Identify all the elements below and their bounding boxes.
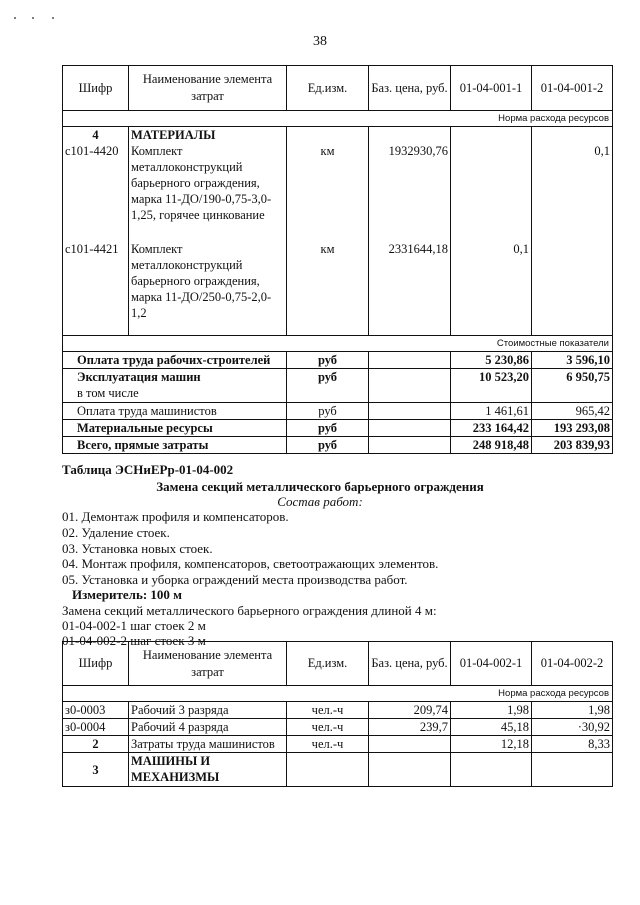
cost-v2: 6 950,75 (532, 368, 613, 402)
cost-row (63, 351, 613, 368)
section-title: МАТЕРИАЛЫ (129, 127, 287, 144)
machines-row (63, 753, 613, 787)
labor-code: з0-0004 (63, 719, 129, 736)
header-name: Наименование элемента затрат (129, 66, 287, 111)
section-row (63, 127, 613, 144)
machines-code: 3 (63, 753, 129, 787)
cost-v1: 233 164,42 (451, 419, 532, 436)
labor-unit: чел.-ч (287, 719, 369, 736)
header-base-price: Баз. цена, руб. (369, 642, 451, 686)
machinist-name: Затраты труда машинистов (129, 736, 287, 753)
meter: Измеритель: 100 м (72, 587, 183, 602)
table-header-row (63, 66, 613, 111)
header-col2: 01-04-001-2 (532, 66, 613, 111)
header-base-price: Баз. цена, руб. (369, 66, 451, 111)
table2-caption: Таблица ЭСНиЕРр-01-04-002 (62, 462, 234, 477)
labor-price: 239,7 (369, 719, 451, 736)
material-name: Комплект металлоконструкций барьерного ограждения, марка 11-ДО/250-0,75-2,0- 1,2 (129, 241, 287, 335)
cost-v2: 965,42 (532, 402, 613, 419)
labor-v2: 1,98 (532, 702, 613, 719)
header-name: Наименование элемента затрат (129, 642, 287, 686)
machinist-v1: 12,18 (451, 736, 532, 753)
cost-v1: 248 918,48 (451, 436, 532, 453)
material-code: с101-4421 (63, 241, 129, 335)
cost-v2: 3 596,10 (532, 351, 613, 368)
scan-speck (14, 17, 16, 19)
material-price: 1932930,76 (369, 143, 451, 241)
cost-name: Материальные ресурсы (63, 419, 287, 436)
cost-unit: руб (287, 351, 369, 368)
material-v1: 0,1 (451, 241, 532, 335)
material-unit: км (287, 143, 369, 241)
norm-row (63, 111, 613, 127)
labor-price: 209,74 (369, 702, 451, 719)
header-col1: 01-04-001-1 (451, 66, 532, 111)
labor-name: Рабочий 4 разряда (129, 719, 287, 736)
table-header-row (63, 642, 613, 686)
machinist-unit: чел.-ч (287, 736, 369, 753)
cost-v2: 193 293,08 (532, 419, 613, 436)
cost-unit: руб (287, 436, 369, 453)
cost-v1: 5 230,86 (451, 351, 532, 368)
table2-description: Замена секций металлического барьерного ограждения длиной 4 м: (62, 603, 437, 618)
section-num: 4 (63, 127, 129, 144)
scan-speck (52, 17, 54, 19)
header-unit: Ед.изм. (287, 66, 369, 111)
work-item: 03. Установка новых стоек. (62, 541, 213, 556)
cost-unit: руб (287, 419, 369, 436)
work-item: 05. Установка и уборка ограждений места производства работ. (62, 572, 408, 587)
norm-row (63, 686, 613, 702)
cost-unit: руб (287, 368, 369, 402)
machinist-v2: 8,33 (532, 736, 613, 753)
cost-v1: 10 523,20 (451, 368, 532, 402)
resource-table-2 (62, 641, 613, 787)
cost-name-group: Эксплуатация машин в том числе (63, 368, 287, 402)
resource-table-1 (62, 65, 613, 454)
labor-v1: 1,98 (451, 702, 532, 719)
cost-v1: 1 461,61 (451, 402, 532, 419)
cost-v2: 203 839,93 (532, 436, 613, 453)
cost-label-row (63, 335, 613, 351)
labor-name: Рабочий 3 разряда (129, 702, 287, 719)
table2-title: Замена секций металлического барьерного ограждения (156, 479, 484, 494)
material-unit: км (287, 241, 369, 335)
cost-row (63, 402, 613, 419)
cost-label: Стоимостные показатели (63, 335, 613, 351)
labor-v2: ·30,92 (532, 719, 613, 736)
material-v1 (451, 143, 532, 241)
labor-code: з0-0003 (63, 702, 129, 719)
cost-row (63, 368, 613, 402)
labor-unit: чел.-ч (287, 702, 369, 719)
cost-row (63, 436, 613, 453)
machinist-row (63, 736, 613, 753)
cost-name: Оплата труда рабочих-строителей (63, 351, 287, 368)
norm-label: Норма расхода ресурсов (63, 111, 613, 127)
scan-speck (32, 17, 34, 19)
variant: 01-04-002-2 шаг стоек 3 м (62, 633, 206, 648)
machinist-code: 2 (63, 736, 129, 753)
material-code: с101-4420 (63, 143, 129, 241)
work-item: 01. Демонтаж профиля и компенсаторов. (62, 509, 289, 524)
header-code: Шифр (63, 66, 129, 111)
labor-v1: 45,18 (451, 719, 532, 736)
work-heading: Состав работ: (277, 494, 363, 509)
work-item: 04. Монтаж профиля, компенсаторов, светоотражающих элементов. (62, 556, 439, 571)
material-row (63, 241, 613, 335)
header-unit: Ед.изм. (287, 642, 369, 686)
material-v2: 0,1 (532, 143, 613, 241)
material-v2 (532, 241, 613, 335)
material-row (63, 143, 613, 241)
machinist-price (369, 736, 451, 753)
header-code: Шифр (63, 642, 129, 686)
header-col2: 01-04-002-2 (532, 642, 613, 686)
page-number: 38 (313, 34, 327, 49)
norm-label: Норма расхода ресурсов (63, 686, 613, 702)
cost-row (63, 419, 613, 436)
cost-unit: руб (287, 402, 369, 419)
cost-name: Оплата труда машинистов (63, 402, 287, 419)
labor-row (63, 702, 613, 719)
material-name: Комплект металлоконструкций барьерного ограждения, марка 11-ДО/190-0,75-3,0- 1,25, горячее цинкование (129, 143, 287, 241)
labor-row (63, 719, 613, 736)
material-price: 2331644,18 (369, 241, 451, 335)
variant: 01-04-002-1 шаг стоек 2 м (62, 618, 206, 633)
work-item: 02. Удаление стоек. (62, 525, 170, 540)
cost-name: Всего, прямые затраты (63, 436, 287, 453)
machines-title: МАШИНЫ И МЕХАНИЗМЫ (129, 753, 287, 787)
header-col1: 01-04-002-1 (451, 642, 532, 686)
